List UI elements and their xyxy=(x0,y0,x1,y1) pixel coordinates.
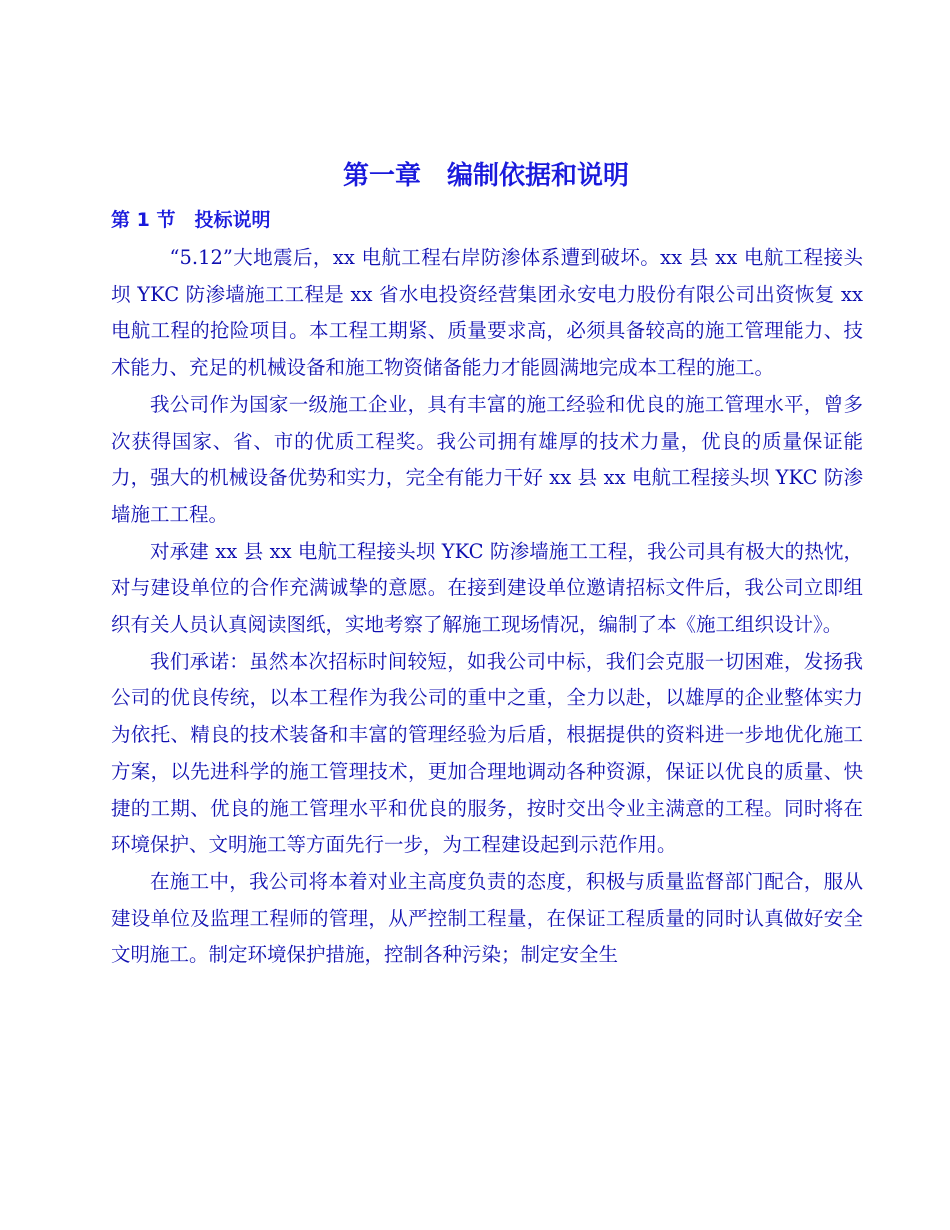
section-title: 第 1 节 投标说明 xyxy=(111,209,271,231)
paragraph-4: 我们承诺：虽然本次招标时间较短，如我公司中标，我们会克服一切困难，发扬我公司的优良传统，以本工程作为我公司的重中之重，全力以赴，以雄厚的企业整体实力为依托、精良的技术装备和丰富的管理经验为后盾，根据提供的资料进一步地优化施工方案，以先进科学的施工管理技术，更加合理地调动各种资源，保证以优良的质量、快捷的工期、优良的施工管理水平和优良的服务，按时交出令业主满意的工程。同时将在环境保护、文明施工等方面先行一步，为工程建设起到示范作用。 xyxy=(111,649,863,857)
body-text xyxy=(111,240,863,974)
paragraph-1: “5.12”大地震后，xx 电航工程右岸防渗体系遭到破坏。xx 县 xx 电航工程接头坝 YKC 防渗墙施工工程是 xx 省水电投资经营集团永安电力股份有限公司出资恢复 xx 电航工程的抢险项目。本工程工期紧、质量要求高，必须具备较高的施工管理能力、技术能力、充足的机械设备和施工物资储备能力才能圆满地完成本工程的施工。 xyxy=(111,246,863,380)
paragraph-3: 对承建 xx 县 xx 电航工程接头坝 YKC 防渗墙施工工程，我公司具有极大的热忱，对与建设单位的合作充满诚挚的意愿。在接到建设单位邀请招标文件后，我公司立即组织有关人员认真阅读图纸，实地考察了解施工现场情况，编制了本《施工组织设计》。 xyxy=(111,539,863,637)
paragraph-5: 在施工中，我公司将本着对业主高度负责的态度，积极与质量监督部门配合，服从建设单位及监理工程师的管理，从严控制工程量，在保证工程质量的同时认真做好安全文明施工。制定环境保护措施，控制各种污染；制定安全生 xyxy=(111,869,863,967)
chapter-title: 第一章 编制依据和说明 xyxy=(342,161,629,191)
paragraph-2: 我公司作为国家一级施工企业，具有丰富的施工经验和优良的施工管理水平，曾多次获得国家、省、市的优质工程奖。我公司拥有雄厚的技术力量，优良的质量保证能力，强大的机械设备优势和实力，完全有能力干好 xx 县 xx 电航工程接头坝 YKC 防渗墙施工工程。 xyxy=(111,392,863,526)
